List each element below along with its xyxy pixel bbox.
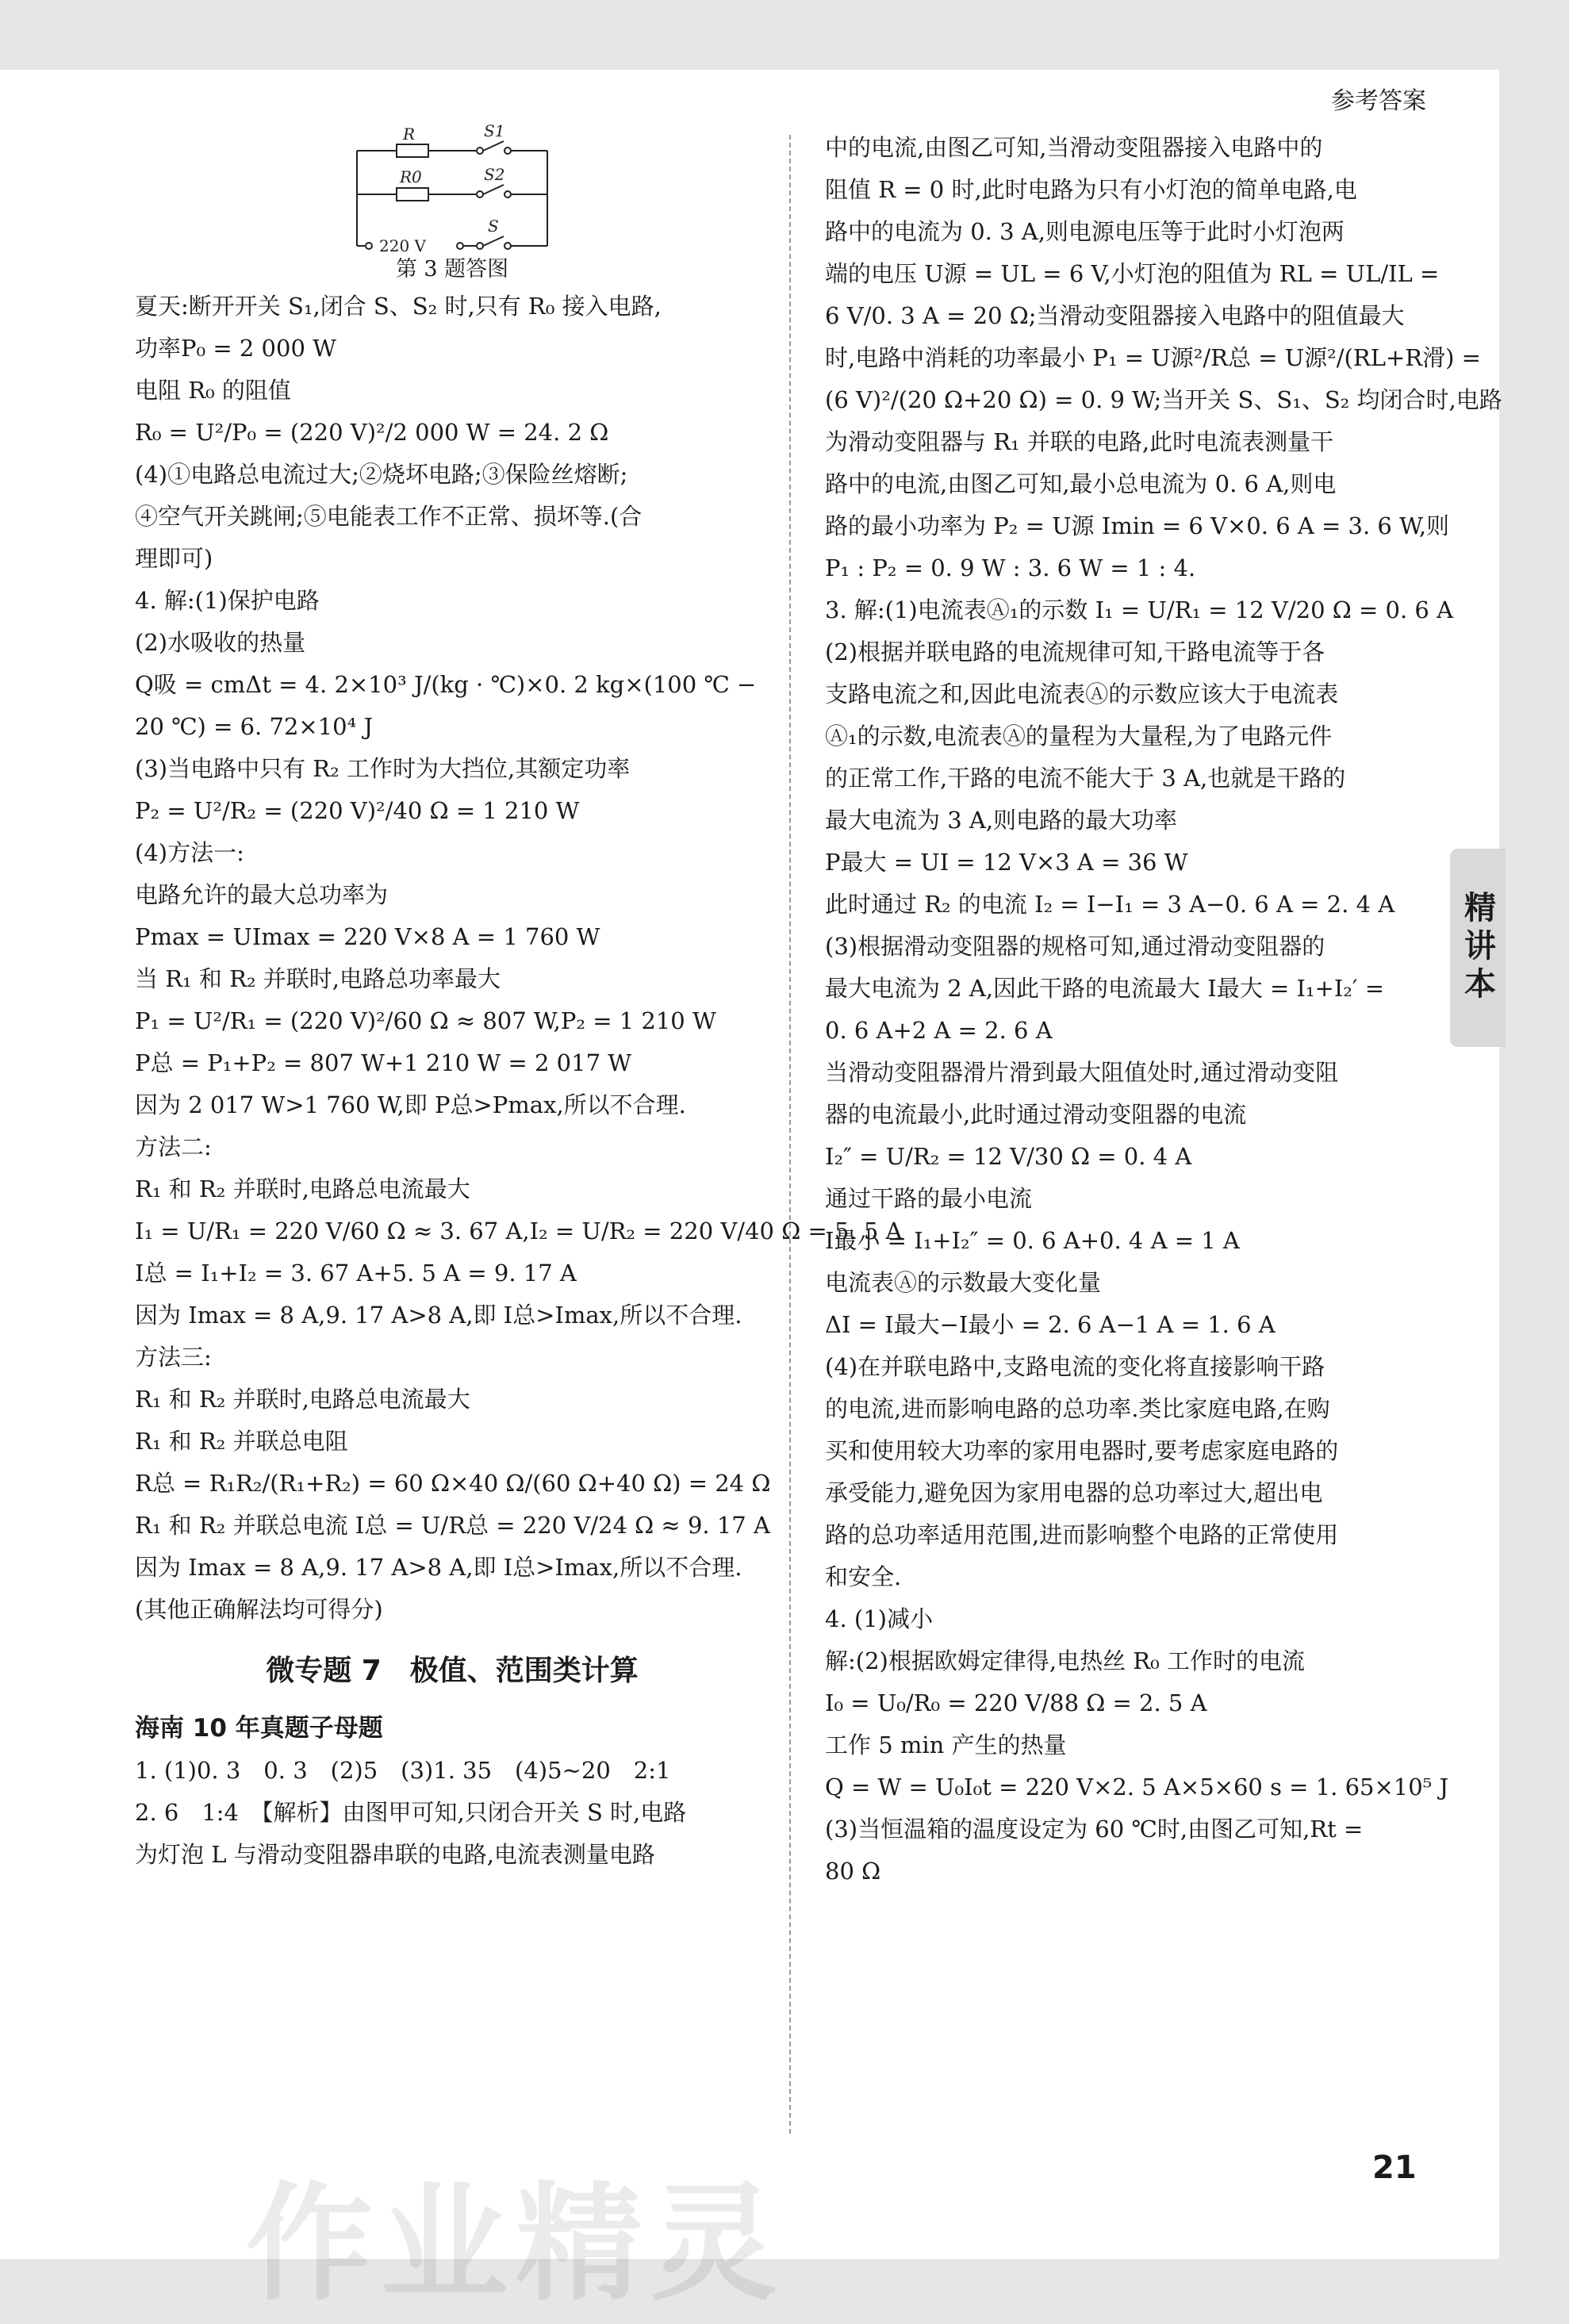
text-line: 中的电流,由图乙可知,当滑动变阻器接入电路中的: [825, 134, 1323, 161]
text-line: 理即可): [135, 545, 213, 572]
text-line: (其他正确解法均可得分): [135, 1596, 383, 1623]
text-line: 器的电流最小,此时通过滑动变阻器的电流: [825, 1101, 1247, 1128]
text-line: 路中的电流为 0. 3 A,则电源电压等于此时小灯泡两: [825, 218, 1345, 245]
text-line: 方法二:: [135, 1133, 212, 1160]
text-line: P₁ : P₂ = 0. 9 W : 3. 6 W = 1 : 4.: [825, 554, 1196, 581]
text-line: 1. (1)0. 3 0. 3 (2)5 (3)1. 35 (4)5~20 2:1: [135, 1757, 671, 1784]
text-line: I总 = I₁+I₂ = 3. 67 A+5. 5 A = 9. 17 A: [135, 1260, 577, 1287]
text-line: I₂″ = U/R₂ = 12 V/30 Ω = 0. 4 A: [825, 1143, 1192, 1170]
text-line: (3)当电路中只有 R₂ 工作时为大挡位,其额定功率: [135, 755, 631, 782]
text-line: R₁ 和 R₂ 并联总电流 I总 = U/R总 = 220 V/24 Ω ≈ 9. 17 A: [135, 1512, 770, 1539]
text-line: 支路电流之和,因此电流表Ⓐ的示数应该大于电流表: [825, 681, 1339, 708]
page-header: 参考答案: [1331, 87, 1426, 115]
text-line: 电阻 R₀ 的阻值: [135, 377, 291, 404]
text-line: I₁ = U/R₁ = 220 V/60 Ω ≈ 3. 67 A,I₂ = U/R₂ = 220 V/40 Ω = 5. 5 A: [135, 1218, 903, 1244]
text-line: Q = W = U₀I₀t = 220 V×2. 5 A×5×60 s = 1. 65×10⁵ J: [825, 1774, 1449, 1801]
text-line: 工作 5 min 产生的热量: [825, 1731, 1067, 1758]
left-bottom-text: [135, 1750, 769, 1876]
circuit-diagram: [333, 119, 571, 254]
circuit-label-s2: S2: [484, 165, 505, 184]
text-line: 4. (1)减小: [825, 1605, 933, 1632]
text-line: (4)①电路总电流过大;②烧坏电路;③保险丝熔断;: [135, 461, 628, 488]
text-line: 最大电流为 3 A,则电路的最大功率: [825, 807, 1178, 834]
text-line: (6 V)²/(20 Ω+20 Ω) = 0. 9 W;当开关 S、S₁、S₂ 均闭合时,电路: [825, 386, 1502, 413]
text-line: R₁ 和 R₂ 并联时,电路总电流最大: [135, 1386, 470, 1413]
text-line: 路中的电流,由图乙可知,最小总电流为 0. 6 A,则电: [825, 470, 1337, 497]
text-line: 功率P₀ = 2 000 W: [135, 335, 336, 362]
circuit-label-s1: S1: [484, 121, 505, 140]
text-line: P₁ = U²/R₁ = (220 V)²/60 Ω ≈ 807 W,P₂ = 1 210 W: [135, 1007, 716, 1034]
text-line: 为滑动变阻器与 R₁ 并联的电路,此时电流表测量干: [825, 428, 1334, 455]
text-line: P总 = P₁+P₂ = 807 W+1 210 W = 2 017 W: [135, 1049, 632, 1076]
watermark: 作业精灵: [246, 2169, 786, 2318]
text-line: R₁ 和 R₂ 并联总电阻: [135, 1428, 348, 1455]
text-line: Ⓐ₁的示数,电流表Ⓐ的量程为大量程,为了电路元件: [825, 723, 1333, 750]
text-line: (3)当恒温箱的温度设定为 60 ℃时,由图乙可知,Rt =: [825, 1816, 1364, 1843]
text-line: (4)方法一:: [135, 839, 244, 866]
text-line: 因为 Imax = 8 A,9. 17 A>8 A,即 I总>Imax,所以不合理.: [135, 1554, 742, 1581]
text-line: 0. 6 A+2 A = 2. 6 A: [825, 1017, 1053, 1044]
text-line: 6 V/0. 3 A = 20 Ω;当滑动变阻器接入电路中的阻值最大: [825, 302, 1405, 329]
text-line: R₀ = U²/P₀ = (220 V)²/2 000 W = 24. 2 Ω: [135, 419, 609, 446]
sub-title: 海南 10 年真题子母题: [135, 1714, 383, 1743]
text-line: 为灯泡 L 与滑动变阻器串联的电路,电流表测量电路: [135, 1841, 655, 1868]
circuit-label-source: 220 V: [379, 236, 426, 254]
side-tab-label: 精讲本: [1459, 891, 1496, 1005]
text-line: I₀ = U₀/R₀ = 220 V/88 Ω = 2. 5 A: [825, 1689, 1207, 1716]
section-title: 微专题 7 极值、范围类计算: [266, 1655, 639, 1687]
text-line: 阻值 R = 0 时,此时电路为只有小灯泡的简单电路,电: [825, 176, 1357, 203]
text-line: 2. 6 1:4 【解析】由图甲可知,只闭合开关 S 时,电路: [135, 1799, 687, 1826]
text-line: Pmax = UImax = 220 V×8 A = 1 760 W: [135, 923, 600, 950]
text-line: R₁ 和 R₂ 并联时,电路总电流最大: [135, 1175, 470, 1202]
text-line: ④空气开关跳闸;⑤电能表工作不正常、损坏等.(合: [135, 503, 643, 530]
text-line: (2)水吸收的热量: [135, 629, 306, 656]
text-line: 当滑动变阻器滑片滑到最大阻值处时,通过滑动变阻: [825, 1059, 1339, 1086]
text-line: 方法三:: [135, 1344, 212, 1371]
text-line: 因为 2 017 W>1 760 W,即 P总>Pmax,所以不合理.: [135, 1091, 686, 1118]
text-line: 最大电流为 2 A,因此干路的电流最大 I最大 = I₁+I₂′ =: [825, 975, 1385, 1002]
text-line: P₂ = U²/R₂ = (220 V)²/40 Ω = 1 210 W: [135, 797, 580, 824]
text-line: 4. 解:(1)保护电路: [135, 587, 320, 614]
text-line: 夏天:断开开关 S₁,闭合 S、S₂ 时,只有 R₀ 接入电路,: [135, 293, 662, 320]
column-divider: [789, 135, 791, 2134]
text-line: 解:(2)根据欧姆定律得,电热丝 R₀ 工作时的电流: [825, 1647, 1305, 1674]
text-line: 电流表Ⓐ的示数最大变化量: [825, 1269, 1102, 1296]
text-line: P最大 = UI = 12 V×3 A = 36 W: [825, 849, 1188, 876]
text-line: 电路允许的最大总功率为: [135, 881, 389, 908]
text-line: Q吸 = cmΔt = 4. 2×10³ J/(kg · ℃)×0. 2 kg×(100 ℃ −: [135, 671, 757, 698]
text-line: I最小 = I₁+I₂″ = 0. 6 A+0. 4 A = 1 A: [825, 1227, 1240, 1254]
text-line: 的正常工作,干路的电流不能大于 3 A,也就是干路的: [825, 765, 1346, 792]
circuit-label-r: R: [403, 125, 416, 144]
text-line: (3)根据滑动变阻器的规格可知,通过滑动变阻器的: [825, 933, 1325, 960]
text-line: 通过干路的最小电流: [825, 1185, 1033, 1212]
text-line: (4)在并联电路中,支路电流的变化将直接影响干路: [825, 1353, 1325, 1380]
text-line: 此时通过 R₂ 的电流 I₂ = I−I₁ = 3 A−0. 6 A = 2. 4 A: [825, 891, 1395, 918]
text-line: R总 = R₁R₂/(R₁+R₂) = 60 Ω×40 Ω/(60 Ω+40 Ω) = 24 Ω: [135, 1470, 771, 1497]
circuit-label-r0: R0: [400, 167, 422, 186]
text-line: 端的电压 U源 = UL = 6 V,小灯泡的阻值为 RL = UL/IL =: [825, 260, 1440, 287]
text-line: 路的最小功率为 P₂ = U源 Imin = 6 V×0. 6 A = 3. 6 W,则: [825, 512, 1450, 539]
side-tab: [1450, 849, 1506, 1047]
text-line: ΔI = I最大−I最小 = 2. 6 A−1 A = 1. 6 A: [825, 1311, 1276, 1338]
figure-caption: 第 3 题答图: [395, 257, 509, 282]
text-line: 路的总功率适用范围,进而影响整个电路的正常使用: [825, 1521, 1339, 1548]
text-line: 3. 解:(1)电流表Ⓐ₁的示数 I₁ = U/R₁ = 12 V/20 Ω = 0. 6 A: [825, 596, 1454, 623]
text-line: 买和使用较大功率的家用电器时,要考虑家庭电路的: [825, 1437, 1339, 1464]
text-line: 因为 Imax = 8 A,9. 17 A>8 A,即 I总>Imax,所以不合理.: [135, 1302, 742, 1329]
text-line: 当 R₁ 和 R₂ 并联时,电路总功率最大: [135, 965, 501, 992]
text-line: 20 ℃) = 6. 72×10⁴ J: [135, 713, 374, 740]
text-line: 时,电路中消耗的功率最小 P₁ = U源²/R总 = U源²/(RL+R滑) =: [825, 344, 1481, 371]
text-line: 的电流,进而影响电路的总功率.类比家庭电路,在购: [825, 1395, 1330, 1422]
text-line: 承受能力,避免因为家用电器的总功率过大,超出电: [825, 1479, 1323, 1506]
text-line: 80 Ω: [825, 1858, 881, 1885]
circuit-label-s: S: [488, 217, 499, 236]
text-line: (2)根据并联电路的电流规律可知,干路电流等于各: [825, 639, 1325, 665]
text-line: 和安全.: [825, 1563, 902, 1590]
page-number: 21: [1372, 2150, 1417, 2186]
